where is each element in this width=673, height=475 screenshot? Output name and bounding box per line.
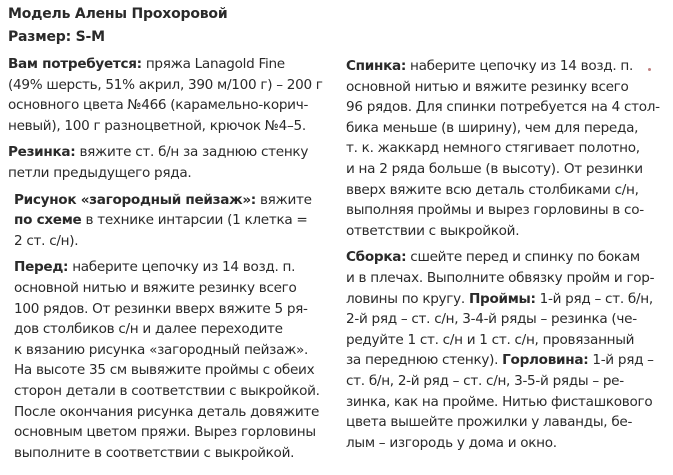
header xyxy=(8,4,338,50)
front-title: Перед: xyxy=(14,259,69,276)
left-column xyxy=(8,54,326,469)
pattern-bold-scheme: по схеме xyxy=(14,212,82,229)
back-paragraph xyxy=(346,56,664,241)
front-text: наберите цепочку из 14 возд. п. основной нитью и вяжите резинку всего 100 рядов. От резинки вверх вяжите 5 ря- дов столбиков с/н и далее переходите к вязанию рисунка «загородный пейзаж». На высоте 35 см вывяжите проймы с обеих сторон детали в соответствии с выкройкой. После окончания рисунка деталь довяжите основным цветом пряжи. Вырез горловины выполните в соответствии с выкройкой. xyxy=(14,259,320,461)
assembly-text-1: сшейте перед и спинку по бокам и в плечах. Выполните обвязку пройм и гор- ловины по кругу. xyxy=(346,249,655,307)
back-title: Спинка: xyxy=(346,58,407,74)
ribbing-text: вяжите ст. б/н за заднюю стенку петли предыдущего ряда. xyxy=(8,144,309,181)
ribbing-title: Резинка: xyxy=(8,144,76,161)
materials-paragraph xyxy=(8,54,326,136)
pattern-text-2: в технике интарсии (1 клетка = 2 ст. с/н). xyxy=(14,212,308,249)
armholes-title: Проймы: xyxy=(468,290,536,307)
size-label: Размер: S-M xyxy=(8,29,105,45)
back-text: наберите цепочку из 14 возд. п. основной нитью и вяжите резинку всего 96 рядов. Для спинки потребуется на 4 стол- бика меньше (в ширину), чем для переда, т. к. жаккард немного стягивает полотно, и на 2 ряда больше (в высоту). От резинки вверх вяжите всю деталь столбиками с/н, выполняя проймы и вырез горловины в со- ответствии с выкройкой. xyxy=(346,58,660,239)
neck-title: Горловина: xyxy=(502,352,589,369)
ribbing-paragraph xyxy=(8,142,326,183)
pattern-paragraph xyxy=(8,190,326,252)
assembly-title: Сборка: xyxy=(346,249,407,266)
assembly-paragraph xyxy=(346,247,664,453)
right-column xyxy=(346,56,664,459)
materials-text: пряжа Lanagold Fine (49% шерсть, 51% акрил, 390 м/100 г) – 200 г основного цвета №466 (карамельно-корич- невый), 100 г разноцветной, крючок №4–5. xyxy=(8,56,323,134)
pattern-title: Рисунок «загородный пейзаж»: xyxy=(14,191,256,208)
pattern-text-1: вяжите xyxy=(259,191,312,208)
materials-title: Вам потребуется: xyxy=(8,56,142,72)
front-paragraph xyxy=(8,257,326,463)
assembly-text-2: 1-й ряд – ст. б/н, 2-й ряд – ст. с/н, 3-4-й ряды – резинка (че- редуйте 1 ст. с/н и 1 ст. с/н, провязанный за переднюю стенку). xyxy=(346,290,653,369)
print-speck xyxy=(648,68,651,71)
assembly-text-3: 1-й ряд – ст. б/н, 2-й ряд – ст. с/н, 3-5-й ряды – ре- зинка, как на пройме. Нитью фисташкового цвета вышейте прожилки у лаванды, бе- лым – изгородь у дома и окно. xyxy=(346,352,654,451)
author-credit: Модель Алены Прохоровой xyxy=(8,6,228,22)
